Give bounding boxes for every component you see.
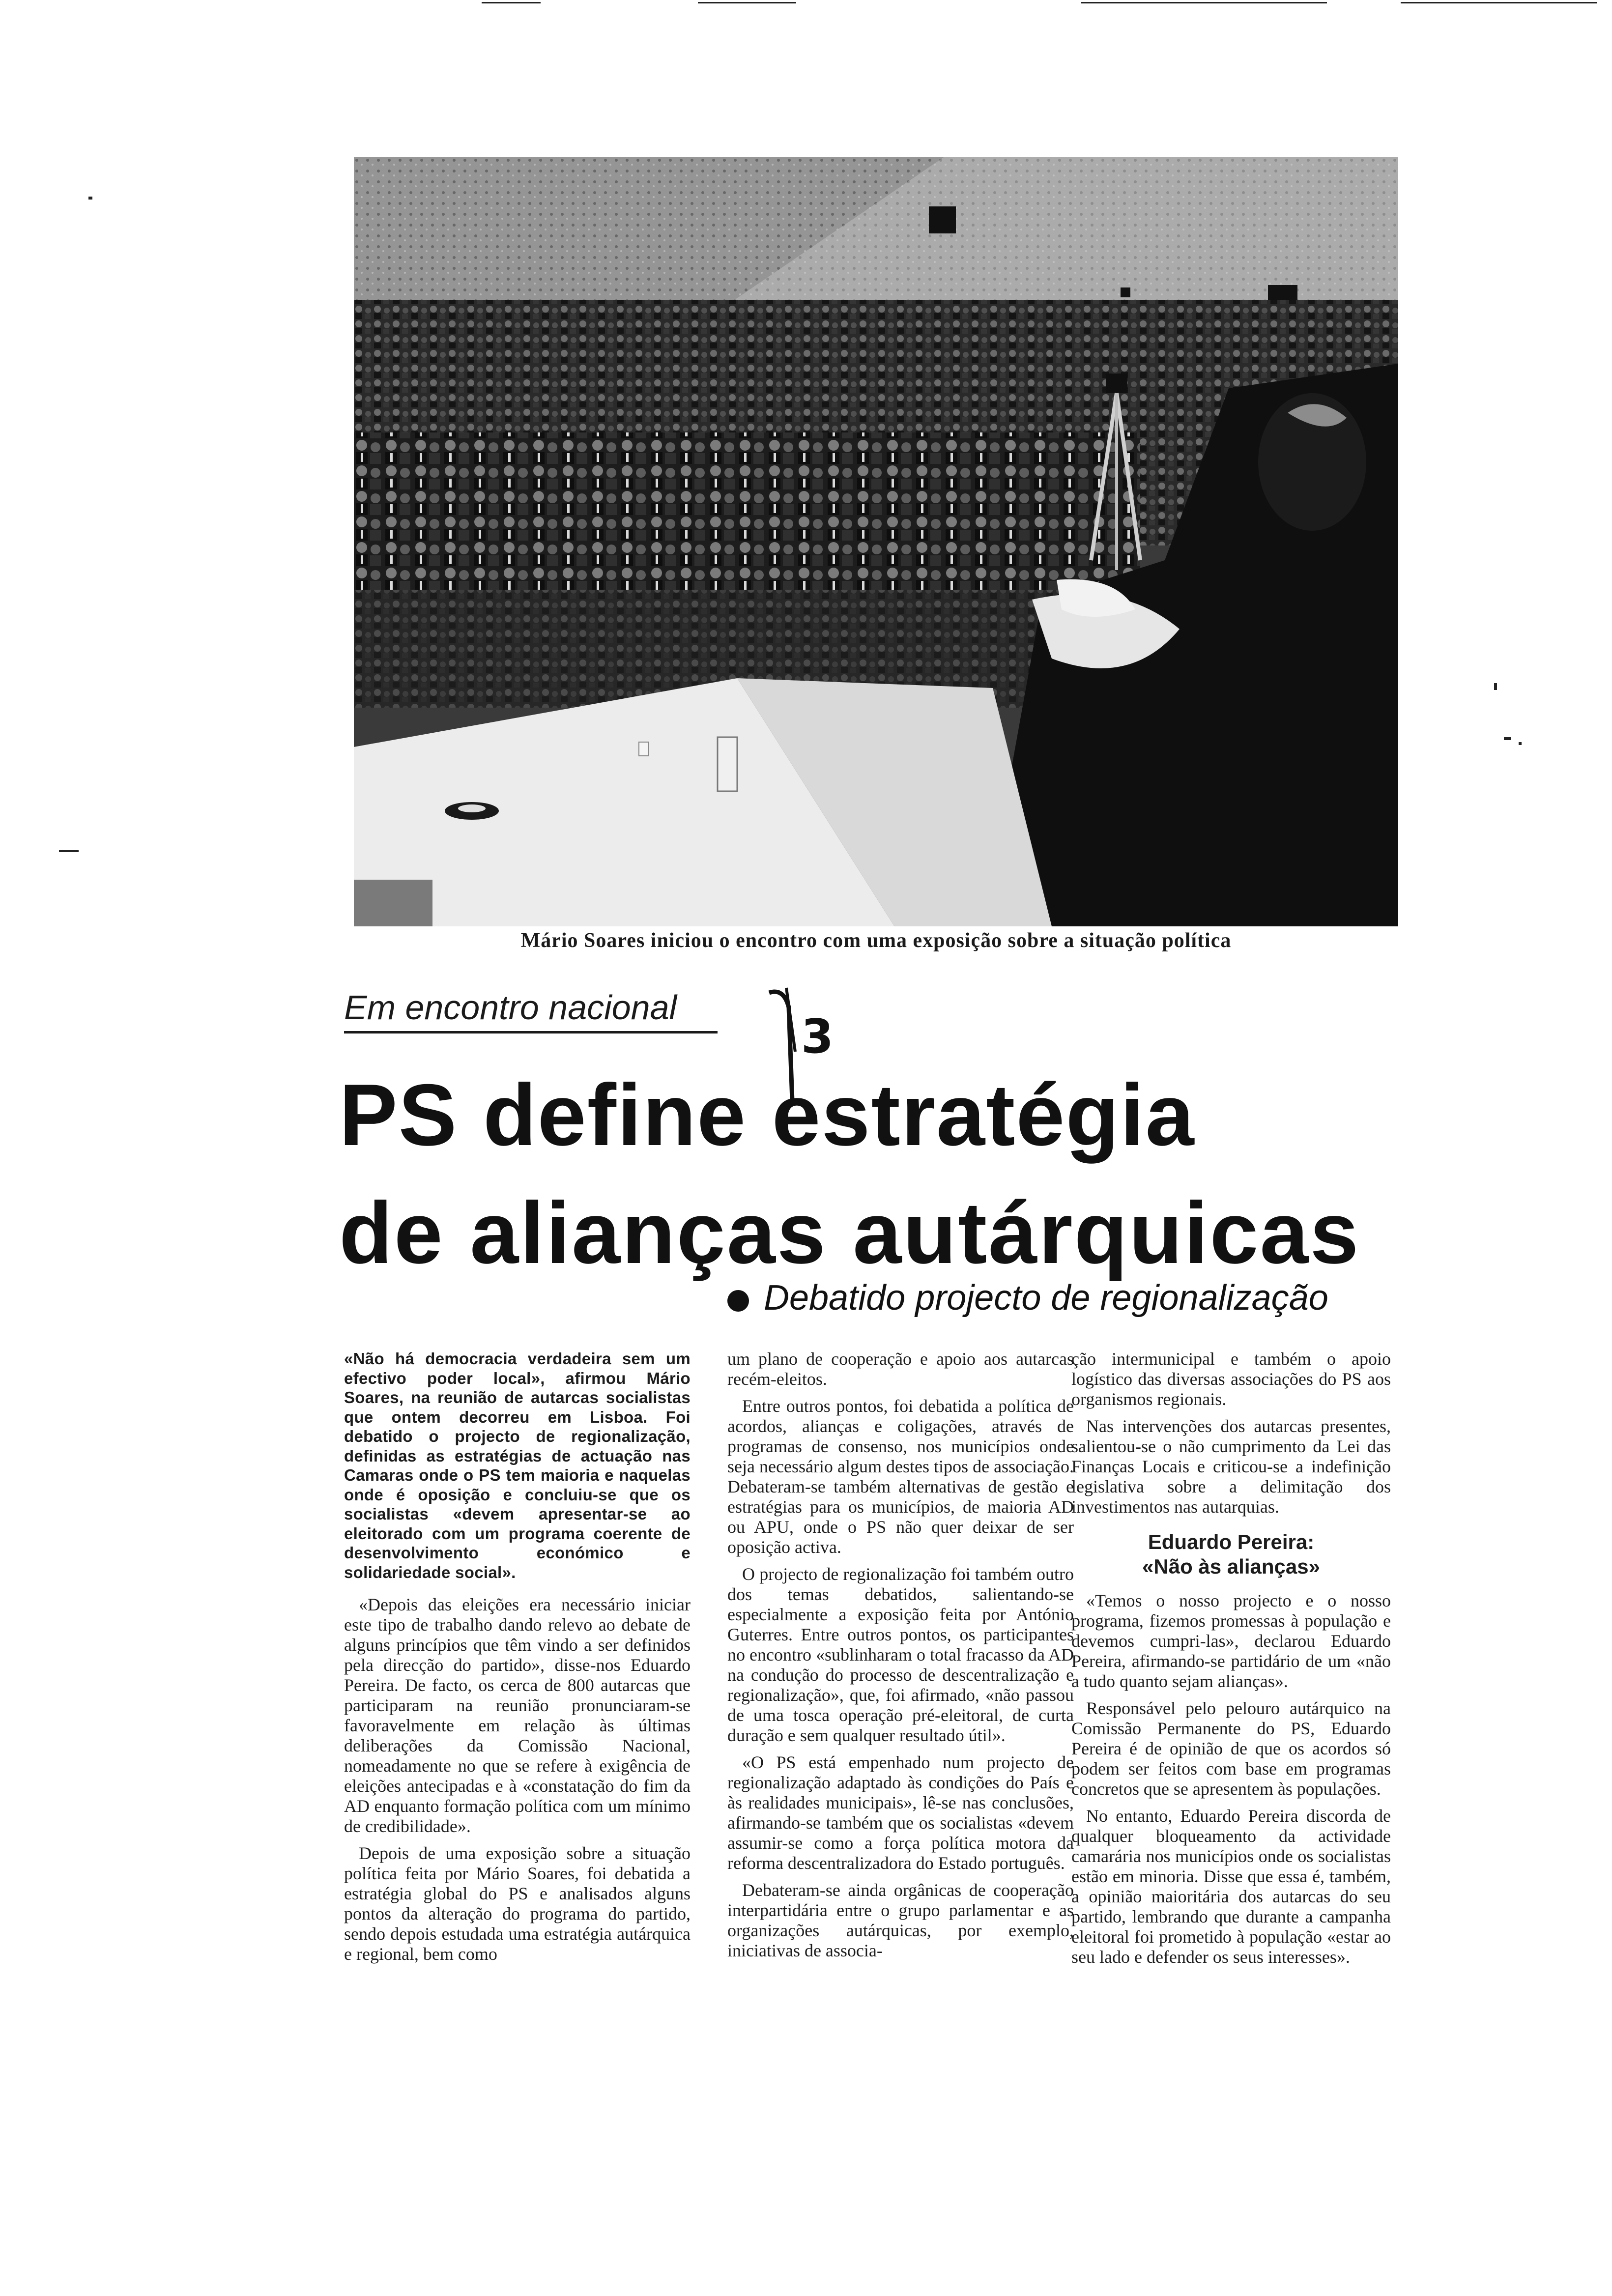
bullet-icon <box>727 1290 749 1312</box>
paragraph: Debateram-se ainda orgânicas de cooperação interpartidária entre o grupo parlamentar e as organizações autárquicas, por exemplo, iniciativas de associa- <box>727 1880 1074 1960</box>
headline-line-2: de alianças autárquicas <box>339 1184 1360 1282</box>
handwritten-number: 3 <box>801 1010 834 1064</box>
interview-subhead-line-2: «Não às alianças» <box>1142 1555 1320 1578</box>
kicker: Em encontro nacional <box>344 988 677 1027</box>
article-lead: «Não há democracia verdadeira sem um efectivo poder local», afirmou Mário Soares, na reunião de autarcas socialistas que ontem decorreu em Lisboa. Foi debatido o projecto de regionalização, definidas as estratégias de actuação nas Camaras onde o PS tem maioria e naquelas onde é oposição e concluiu-se que os socialistas «devem apresentar-se ao eleitorado com um programa coerente de desenvolvimento económico e solidariedade social». <box>344 1349 691 1581</box>
scan-speck <box>1519 742 1522 745</box>
scan-speck <box>88 197 92 200</box>
subheadline <box>727 1278 1415 1318</box>
subheadline-text: Debatido projecto de regionalização <box>764 1278 1328 1318</box>
article-column-3 <box>1071 1349 1391 2184</box>
scan-speck <box>698 2 796 3</box>
paragraph: ção intermunicipal e também o apoio logístico das diversas associações do PS aos organismos regionais. <box>1071 1349 1391 1409</box>
paragraph: «O PS está empenhado num projecto de regionalização adaptado às condições do País e às realidades municipais», lê-se nas conclusões, afirmando-se também que os socialistas «devem assumir-se como a força política motora da reforma descentralizadora do Estado português. <box>727 1752 1074 1873</box>
photo-caption: Mário Soares iniciou o encontro com uma exposição sobre a situação política <box>520 929 1232 952</box>
article-column-2 <box>727 1349 1074 2184</box>
paragraph: Entre outros pontos, foi debatida a política de acordos, alianças e coligações, através de programas de consenso, nos municípios onde seja necessário algum destes tipos de associação. Debateram-se também alternativas de gestão e estratégias para os municípios, de maioria AD ou APU, onde o PS não quer deixar de ser oposição activa. <box>727 1396 1074 1557</box>
scan-speck <box>1401 2 1597 3</box>
interview-subhead-line-1: Eduardo Pereira: <box>1148 1530 1315 1553</box>
headline-line-1: PS define estratégia <box>339 1066 1195 1164</box>
scan-speck <box>1081 2 1327 3</box>
scan-speck <box>59 850 79 852</box>
article-column-1 <box>344 1349 691 2184</box>
paragraph: «Depois das eleições era necessário iniciar este tipo de trabalho dando relevo ao debate de alguns princípios que têm vindo a ser definidos pela direcção do partido», disse-nos Eduardo Pereira. De facto, os cerca de 800 autarcas que participaram na reunião pronunciaram-se favoravelmente em relação às últimas deliberações da Comissão Nacional, nomeadamente no que se refere à exigência de eleições antecipadas e à «constatação do fim da AD enquanto formação política com um mínimo de credibilidade». <box>344 1595 691 1836</box>
paragraph: No entanto, Eduardo Pereira discorda de qualquer bloqueamento da actividade camarária nos municípios onde os socialistas estão em minoria. Disse que essa é, também, a opinião maioritária dos autarcas do seu partido, lembrando que durante a campanha eleitoral foi prometido à população «estar ao seu lado e defender os seus interesses». <box>1071 1806 1391 1967</box>
scan-speck <box>1494 683 1497 690</box>
paragraph: O projecto de regionalização foi também outro dos temas debatidos, salientando-se especialmente a exposição feita por António Guterres. Entre outros pontos, os participantes no encontro «sublinharam o total fracasso da AD na condução do processo de descentralização e regionalização», que, foi afirmado, «não passou de uma tosca operação pré-eleitoral, de curta duração e sem qualquer resultado útil». <box>727 1564 1074 1745</box>
interview-subhead <box>1071 1530 1391 1579</box>
paragraph: um plano de cooperação e apoio aos autarcas recém-eleitos. <box>727 1349 1074 1389</box>
paragraph: Nas intervenções dos autarcas presentes, salientou-se o não cumprimento da Lei das Finanças Locais e criticou-se a indefinição legislativa sobre a delimitação dos investimentos nas autarquias. <box>1071 1416 1391 1517</box>
kicker-rule <box>344 1031 718 1033</box>
paragraph: Responsável pelo pelouro autárquico na Comissão Permanente do PS, Eduardo Pereira é de opinião de que os acordos só podem ser feitos com base em programas concretos que se apresentem às populações. <box>1071 1698 1391 1799</box>
paragraph: Depois de uma exposição sobre a situação política feita por Mário Soares, foi debatida a estratégia global do PS e analisados alguns pontos da alteração do programa do partido, sendo depois estudada uma estratégia autárquica e regional, bem como <box>344 1843 691 1964</box>
scan-speck <box>482 2 541 3</box>
scan-speck <box>1504 737 1511 740</box>
paragraph: «Temos o nosso projecto e o nosso programa, fizemos promessas à população e devemos cumpri-las», declarou Eduardo Pereira, afirmando-se partidário de um «não a tudo quanto sejam alianças». <box>1071 1591 1391 1691</box>
meeting-photo <box>354 157 1398 926</box>
